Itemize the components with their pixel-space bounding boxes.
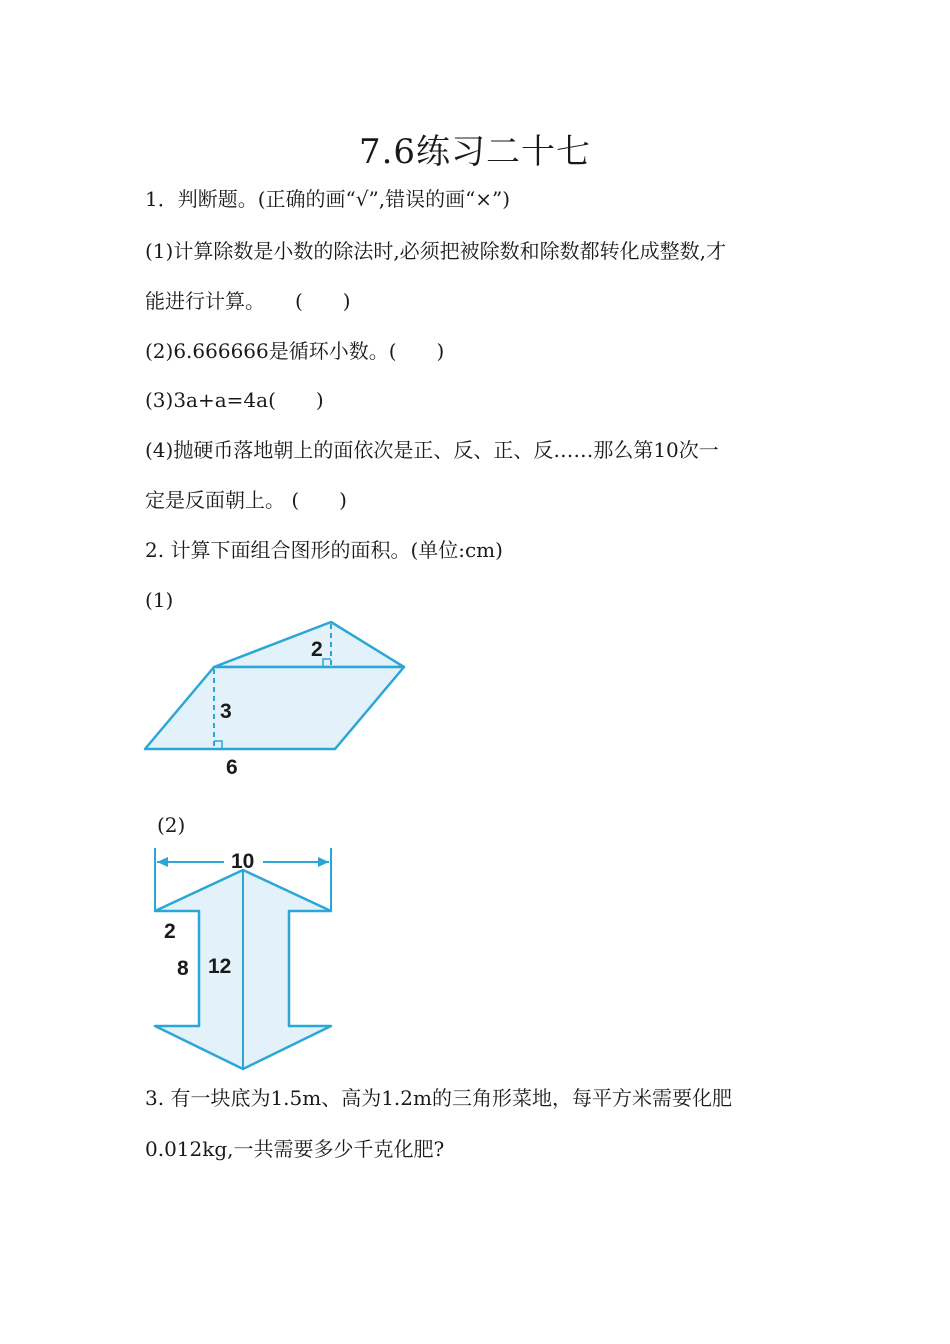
figure-2-center-height-label: 12 [208, 955, 232, 978]
figure-2-dimension-arrowhead-right [318, 857, 329, 867]
figure-2-left-height-label: 8 [177, 957, 189, 980]
figure-2-dimension-arrowhead-left [157, 857, 168, 867]
question-1-item-4-line-1: (4)抛硬币落地朝上的面依次是正、反、正、反……那么第10次一 [145, 438, 719, 462]
question-1-item-1-line-2: 能进行计算。 ( ) [145, 289, 351, 313]
question-1-item-3: (3)3a+a=4a( ) [145, 388, 324, 412]
figure-1-label: (1) [145, 588, 174, 612]
question-1-stem: 1．判断题。(正确的画“√”,错误的画“×”) [145, 187, 511, 211]
question-1-item-2: (2)6.666666是循环小数。( ) [145, 339, 445, 363]
figure-1-parallelogram-height-label: 3 [220, 700, 232, 723]
question-2-stem: 2. 计算下面组合图形的面积。(单位:cm) [145, 538, 503, 562]
question-1-item-1-line-1: (1)计算除数是小数的除法时,必须把被除数和除数都转化成整数,才 [145, 239, 727, 263]
question-1-item-4-line-2: 定是反面朝上。 ( ) [145, 488, 347, 512]
question-3-line-1: 3. 有一块底为1.5m、高为1.2m的三角形菜地，每平方米需要化肥 [145, 1086, 732, 1110]
figure-1-base-label: 6 [226, 756, 238, 779]
page-title: 7.6练习二十七 [358, 132, 592, 172]
figure-2-width-label: 10 [231, 850, 255, 873]
figure-2-label: (2) [157, 813, 186, 837]
figure-2-left-segment-label: 2 [164, 920, 176, 943]
question-3-line-2: 0.012kg,一共需要多少千克化肥? [145, 1137, 445, 1161]
figure-1-triangle-height-label: 2 [311, 638, 323, 661]
